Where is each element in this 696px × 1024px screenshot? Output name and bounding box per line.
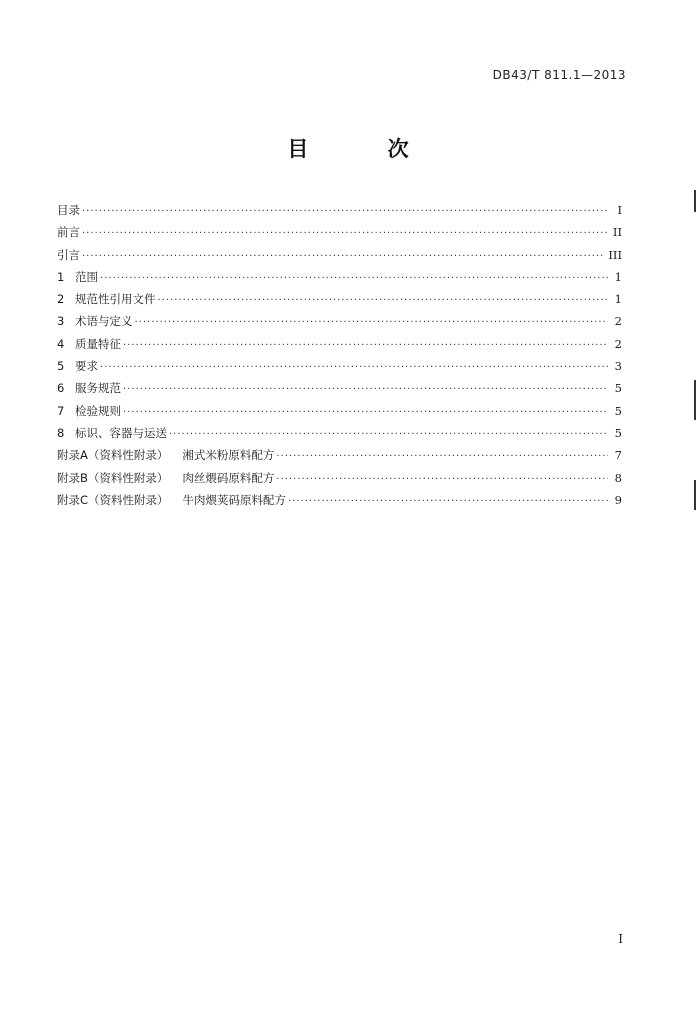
toc-entry-number: 2 xyxy=(57,292,65,307)
table-of-contents xyxy=(57,199,622,511)
toc-leader-dots xyxy=(158,290,609,312)
page-number: I xyxy=(618,932,623,946)
toc-entry xyxy=(57,400,622,422)
toc-entry-page: 2 xyxy=(614,336,622,351)
toc-entry-page: 3 xyxy=(614,359,622,374)
page-title: 目 次 xyxy=(287,137,445,161)
toc-entry-title: 范围 xyxy=(75,269,98,284)
toc-entry-label xyxy=(57,355,98,377)
toc-leader-dots xyxy=(100,357,608,379)
toc-leader-dots xyxy=(123,379,608,401)
toc-entry xyxy=(57,244,622,266)
toc-entry-page: 1 xyxy=(614,269,622,284)
toc-entry-label xyxy=(57,400,121,422)
toc-leader-dots xyxy=(276,469,608,491)
toc-entry-page: II xyxy=(612,225,622,240)
toc-entry-page: 5 xyxy=(614,381,622,396)
toc-entry-title: 质量特征 xyxy=(75,336,121,351)
toc-entry-number: 5 xyxy=(57,359,65,374)
toc-entry xyxy=(57,221,622,243)
toc-entry-label xyxy=(57,489,286,511)
toc-entry-label xyxy=(57,444,274,466)
toc-entry xyxy=(57,489,622,511)
toc-entry-title: 标识、容器与运送 xyxy=(75,425,167,440)
toc-entry xyxy=(57,288,622,310)
toc-leader-dots xyxy=(100,268,608,290)
toc-entry-page: 5 xyxy=(614,425,622,440)
toc-entry-title: 术语与定义 xyxy=(75,314,133,329)
toc-leader-dots xyxy=(135,312,609,334)
toc-entry-page: 8 xyxy=(614,470,622,485)
toc-leader-dots xyxy=(82,223,608,245)
toc-entry-label xyxy=(57,199,80,221)
toc-entry xyxy=(57,422,622,444)
toc-leader-dots xyxy=(169,424,608,446)
toc-entry-title: 附录B（资料性附录） xyxy=(57,470,169,485)
toc-entry-title: 检验规则 xyxy=(75,403,121,418)
toc-entry xyxy=(57,333,622,355)
toc-entry-title: 附录C（资料性附录） xyxy=(57,492,169,507)
toc-entry-label xyxy=(57,377,121,399)
document-code: DB43/T 811.1—2013 xyxy=(492,68,626,82)
toc-entry-label xyxy=(57,422,167,444)
toc-entry xyxy=(57,266,622,288)
toc-entry-number: 3 xyxy=(57,314,65,329)
toc-entry-page: 9 xyxy=(614,492,622,507)
toc-entry-number: 8 xyxy=(57,425,65,440)
toc-entry-label xyxy=(57,221,80,243)
toc-entry xyxy=(57,444,622,466)
toc-entry-title: 附录A（资料性附录） xyxy=(57,448,169,463)
toc-entry-subtitle: 肉丝煨码原料配方 xyxy=(182,470,275,485)
toc-entry-label xyxy=(57,333,121,355)
toc-entry-page: 1 xyxy=(614,292,622,307)
toc-entry-label xyxy=(57,467,274,489)
toc-entry-title: 目录 xyxy=(57,203,80,217)
toc-entry-page: 5 xyxy=(614,403,622,418)
toc-entry xyxy=(57,377,622,399)
toc-entry-title: 服务规范 xyxy=(75,381,121,396)
toc-leader-dots xyxy=(82,201,608,223)
toc-entry-label xyxy=(57,288,156,310)
toc-entry xyxy=(57,355,622,377)
toc-entry-number: 4 xyxy=(57,336,65,351)
toc-entry-page: III xyxy=(608,247,622,262)
toc-entry-label xyxy=(57,310,133,332)
toc-entry-title: 规范性引用文件 xyxy=(75,292,156,307)
toc-entry xyxy=(57,467,622,489)
toc-entry-label xyxy=(57,266,98,288)
toc-entry-title: 前言 xyxy=(57,225,80,240)
toc-entry-title: 引言 xyxy=(57,247,80,262)
toc-leader-dots xyxy=(123,335,608,357)
toc-entry-page: 2 xyxy=(614,314,622,329)
toc-entry-page: 7 xyxy=(614,448,622,463)
toc-entry-number: 6 xyxy=(57,381,65,396)
toc-entry-subtitle: 牛肉煨荚码原料配方 xyxy=(182,492,287,507)
toc-entry xyxy=(57,199,622,221)
toc-entry-label xyxy=(57,244,80,266)
toc-leader-dots xyxy=(288,491,608,513)
toc-entry-subtitle: 湘式米粉原料配方 xyxy=(182,448,275,463)
toc-entry xyxy=(57,310,622,332)
toc-entry-number: 7 xyxy=(57,403,65,418)
toc-entry-title: 要求 xyxy=(75,359,98,374)
toc-leader-dots xyxy=(276,446,608,468)
toc-entry-page: I xyxy=(617,203,622,217)
toc-entry-number: 1 xyxy=(57,269,65,284)
toc-leader-dots xyxy=(123,402,608,424)
toc-leader-dots xyxy=(82,246,604,268)
